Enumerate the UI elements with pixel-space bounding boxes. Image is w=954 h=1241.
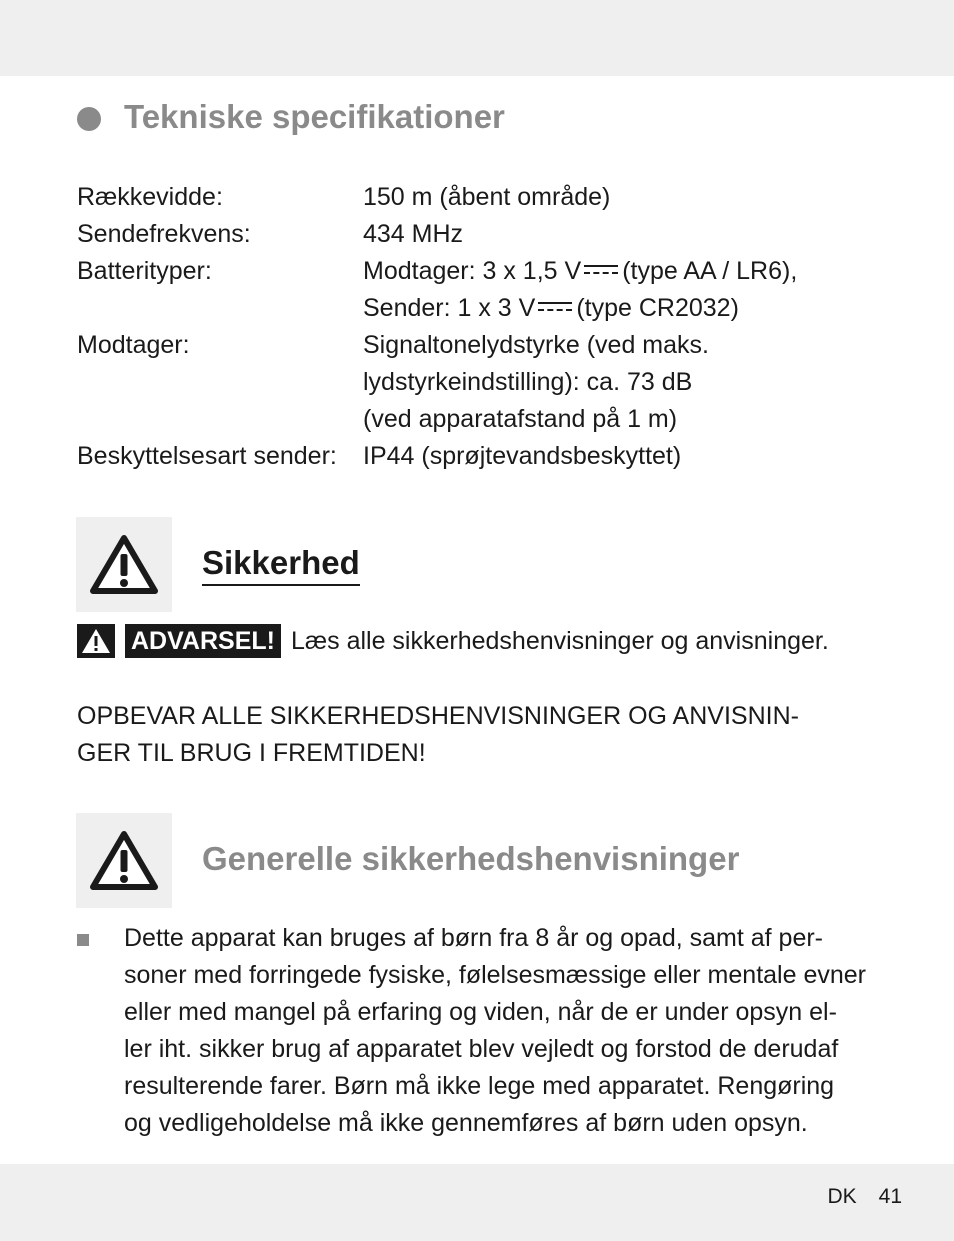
dc-current-icon xyxy=(584,264,618,276)
spec-value xyxy=(363,438,681,475)
spec-value-part: (type CR2032) xyxy=(576,294,739,322)
spec-value xyxy=(363,179,610,216)
general-warning-box xyxy=(76,813,172,908)
spec-row xyxy=(77,253,797,327)
paragraph-line: resulterende farer. Børn må ikke lege med apparatet. Rengøring xyxy=(124,1072,835,1100)
dc-current-icon xyxy=(538,301,572,313)
warning-line xyxy=(77,623,829,659)
language-code: DK xyxy=(827,1185,857,1208)
header-band xyxy=(0,0,954,76)
safety-notice-line: OPBEVAR ALLE SIKKERHEDSHENVISNINGER OG ANVISNIN- xyxy=(77,702,799,730)
spec-value-line: Signaltonelydstyrke (ved maks. xyxy=(363,331,709,359)
paragraph-line: Dette apparat kan bruges af børn fra 8 år og opad, samt af per- xyxy=(124,924,823,952)
spec-label: Batterityper: xyxy=(77,257,212,285)
spec-value-line: lydstyrkeindstilling): ca. 73 dB xyxy=(363,368,693,396)
spec-value-line: (ved apparatafstand på 1 m) xyxy=(363,405,678,433)
spec-value-part: Sender: 1 x 3 V xyxy=(363,294,536,322)
page-folio xyxy=(827,1185,902,1209)
warning-triangle-icon xyxy=(89,534,159,596)
spec-value-line: 150 m (åbent område) xyxy=(363,183,611,211)
spec-value-part: Modtager: 3 x 1,5 V xyxy=(363,257,582,285)
spec-value-line xyxy=(363,290,797,327)
spec-value-part: (type AA / LR6), xyxy=(622,257,798,285)
safety-heading: Sikkerhed xyxy=(202,544,360,586)
spec-value xyxy=(363,216,463,253)
spec-row xyxy=(77,327,797,438)
section-title: Tekniske specifikationer xyxy=(124,98,505,135)
spec-label: Rækkevidde: xyxy=(77,183,223,211)
warning-text: Læs alle sikkerhedshenvisninger og anvisninger. xyxy=(290,626,829,655)
spec-row xyxy=(77,179,797,216)
paragraph-line: soner med forringede fysiske, følelsesmæssige eller mentale evner xyxy=(124,961,866,989)
page-number: 41 xyxy=(878,1185,902,1208)
warning-badge: ADVARSEL! xyxy=(125,624,281,658)
spec-value-line: 434 MHz xyxy=(363,220,464,248)
footer-band xyxy=(0,1164,954,1241)
heading-bullet-icon xyxy=(77,107,101,131)
paragraph-line: eller med mangel på erfaring og viden, når de er under opsyn el- xyxy=(124,998,837,1026)
spec-value-line: IP44 (sprøjtevandsbeskyttet) xyxy=(363,442,682,470)
spec-row xyxy=(77,438,797,475)
general-safety-heading: Generelle sikkerhedshenvisninger xyxy=(202,840,740,877)
safety-warning-box xyxy=(76,517,172,612)
spec-value-line xyxy=(363,253,797,290)
general-safety-paragraph xyxy=(124,920,866,1142)
spec-label: Sendefrekvens: xyxy=(77,220,251,248)
safety-notice-line: GER TIL BRUG I FREMTIDEN! xyxy=(77,739,426,767)
spec-label: Modtager: xyxy=(77,331,190,359)
spec-value xyxy=(363,253,797,327)
spec-label: Beskyttelsesart sender: xyxy=(77,442,337,470)
warning-triangle-icon xyxy=(89,830,159,892)
paragraph-line: ler iht. sikker brug af apparatet blev vejledt og forstod de derudaf xyxy=(124,1035,839,1063)
list-bullet-icon xyxy=(77,934,89,946)
paragraph-line: og vedligeholdelse må ikke gennemføres af børn uden opsyn. xyxy=(124,1109,808,1137)
spec-table xyxy=(77,179,797,475)
spec-value xyxy=(363,327,709,438)
safety-notice xyxy=(77,698,799,772)
warning-small-icon xyxy=(77,624,115,658)
spec-row xyxy=(77,216,797,253)
